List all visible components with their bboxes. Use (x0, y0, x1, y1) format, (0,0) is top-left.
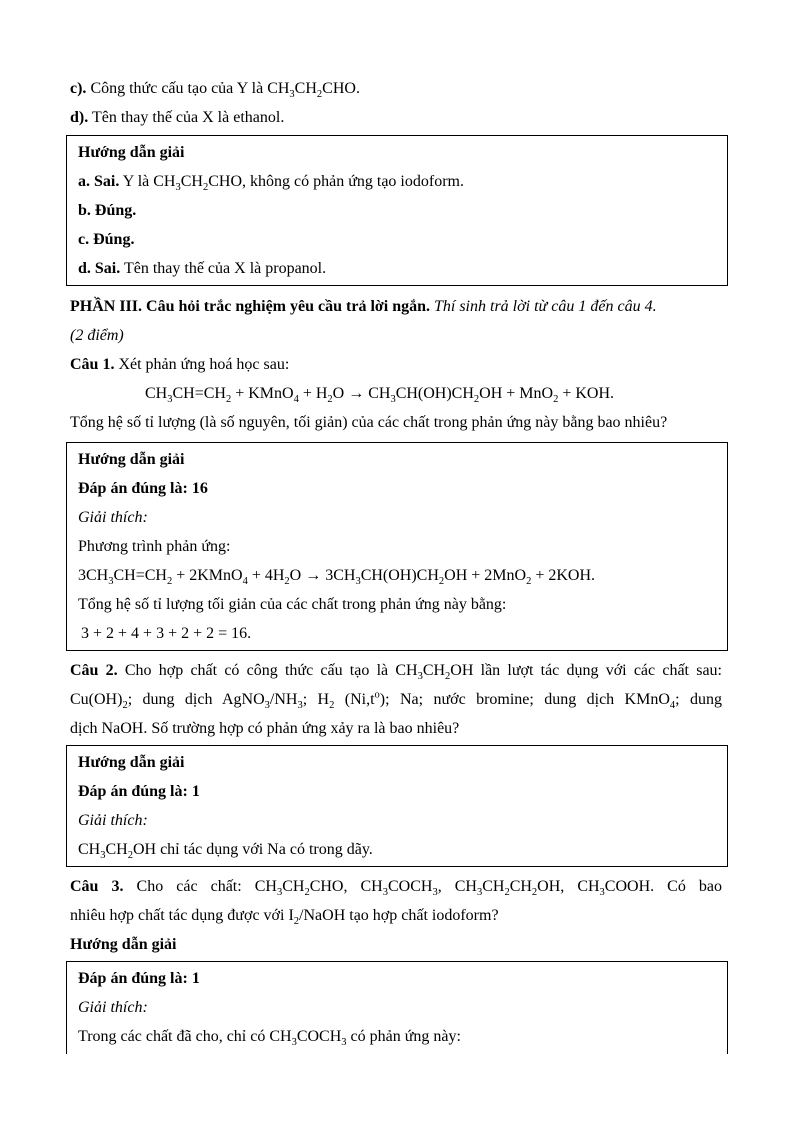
statement-d-label: d). (70, 109, 89, 126)
explain-label: Giải thích: (78, 812, 148, 829)
question-2-line-1: Câu 2. Cho hợp chất có công thức cấu tạo là $CH_3CH_2OH$ lần lượt tác dụng với các chất sau: (70, 662, 722, 683)
question-3-paragraph (70, 872, 722, 930)
part3-heading-bold: PHẦN III. Câu hỏi trắc nghiệm yêu cầu trả lời ngắn. (70, 298, 430, 315)
statement-d-line (70, 103, 722, 132)
solution-box-q1 (66, 442, 728, 651)
solution-item-a: a. Sai. Y là $CH_3CH_2CHO$, không có phản ứng tạo iodoform. (78, 173, 464, 194)
solution-item-d: d. Sai. Tên thay thế của X là propanol. (78, 260, 327, 277)
statement-c-text: Công thức cấu tạo của Y là $CH_3CH_2CHO$. (86, 80, 360, 101)
part3-heading-italic: Thí sinh trả lời từ câu 1 đến câu 4. (429, 298, 657, 315)
question-1-text: Tổng hệ số tỉ lượng (là số nguyên, tối giản) của các chất trong phản ứng này bằng bao nhiêu? (70, 414, 668, 431)
solution-heading-q3: Hướng dẫn giải (70, 936, 177, 953)
solution-title: Hướng dẫn giải (78, 144, 185, 161)
solution-box-q2 (66, 745, 728, 867)
question-1-intro: Câu 1. Xét phản ứng hoá học sau: (70, 356, 290, 373)
answer-line: Đáp án đúng là: 16 (78, 480, 208, 497)
statement-d-text: Tên thay thế của X là ethanol. (88, 109, 285, 126)
solution-line: Tổng hệ số tỉ lượng tối giản của các chất trong phản ứng này bằng: (78, 596, 507, 613)
solution-item-b: b. Đúng. (78, 202, 137, 219)
solution-box-statements (66, 135, 728, 286)
solution-line: Trong các chất đã cho, chỉ có $CH_3COCH_3$ có phản ứng này: (78, 1028, 461, 1049)
statement-c-line (70, 74, 722, 103)
coefficient-sum-line: 3 + 2 + 4 + 3 + 2 + 2 = 16. (81, 625, 252, 642)
answer-line: Đáp án đúng là: 1 (78, 970, 200, 987)
solution-line: Phương trình phản ứng: (78, 538, 231, 555)
solution-title: Hướng dẫn giải (78, 451, 185, 468)
chemical-equation-balanced: $3CH_3CH=CH_2$ + 2KMnO$_4$ + $4H_2O \to 3CH_3CH(OH)CH_2OH + 2MnO_2 + 2KOH$. (78, 567, 596, 588)
chemical-equation-q1: $CH_3CH=CH_2$ + KMnO$_4$ + $H_2O \to CH_3CH(OH)CH_2OH + MnO_2$ + KOH. (145, 385, 615, 406)
answer-line: Đáp án đúng là: 1 (78, 783, 200, 800)
explain-label: Giải thích: (78, 509, 148, 526)
question-2-line-3: dịch NaOH. Số trường hợp có phản ứng xảy ra là bao nhiêu? (70, 720, 460, 737)
question-1-label: Câu 1. (70, 356, 115, 373)
question-2-line-2: $Cu(OH)_2$; dung dịch $AgNO_3/NH_3$; $H_2$ $(Ni,t^o)$; Na; nước bromine; dung dịch KMnO$_4$; dung (70, 689, 722, 712)
solution-line: $CH_3CH_2OH$ chỉ tác dụng với Na có trong dãy. (78, 841, 373, 862)
part3-points: (2 điểm) (70, 327, 124, 344)
solution-item-c: c. Đúng. (78, 231, 135, 248)
part3-heading (70, 292, 722, 321)
statement-c-label: c). (70, 80, 87, 97)
question-2-paragraph (70, 656, 722, 743)
question-3-label: Câu 3. (70, 878, 124, 895)
question-3-line-1: Câu 3. Cho các chất: $CH_3CH_2CHO$, $CH_3COCH_3$, $CH_3CH_2CH_2OH$, $CH_3COOH$. Có bao (70, 878, 722, 899)
solution-box-q3 (66, 961, 728, 1054)
explain-label: Giải thích: (78, 999, 148, 1016)
question-3-line-2: nhiêu hợp chất tác dụng được với $I_2$/NaOH tạo hợp chất iodoform? (70, 907, 499, 928)
question-2-label: Câu 2. (70, 662, 118, 679)
solution-title: Hướng dẫn giải (78, 754, 185, 771)
